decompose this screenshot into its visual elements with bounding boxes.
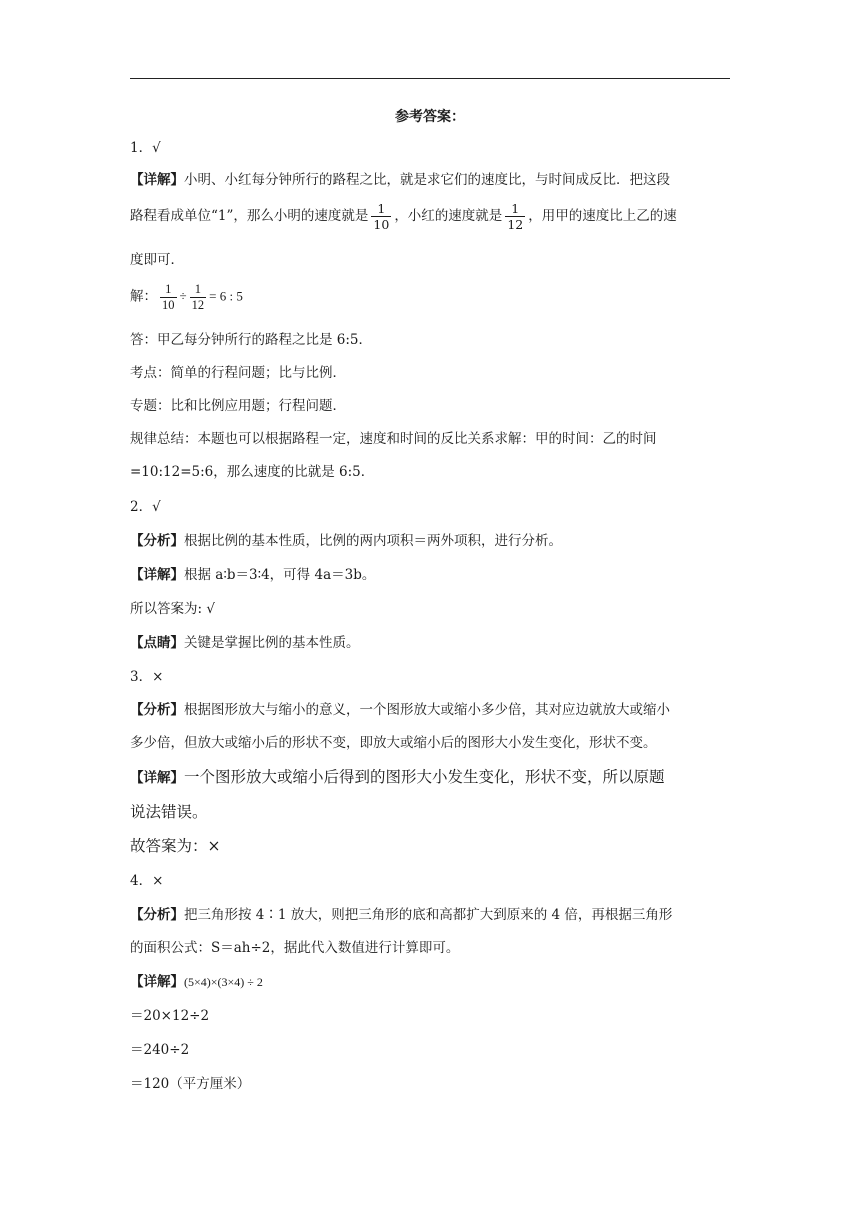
q1-summary-line-1: 规律总结：本题也可以根据路程一定，速度和时间的反比关系求解：甲的时间：乙的时间 bbox=[130, 431, 657, 447]
fraction bbox=[160, 282, 177, 313]
fraction-numerator: 1 bbox=[194, 282, 202, 296]
q1-solution bbox=[130, 282, 243, 313]
fraction-numerator: 1 bbox=[511, 201, 520, 216]
fraction bbox=[505, 201, 525, 232]
solution-result: = 6 : 5 bbox=[209, 288, 243, 304]
fraction bbox=[371, 201, 391, 232]
fraction-denominator: 10 bbox=[162, 298, 175, 312]
q4-step-2: ＝240÷2 bbox=[130, 1042, 190, 1058]
q1-detail-line-3: 度即可． bbox=[130, 252, 184, 268]
q4-analysis-line-1 bbox=[130, 903, 672, 923]
q4-step-1: ＝20×12÷2 bbox=[130, 1008, 210, 1024]
detail-text: 路程看成单位“1”，那么小明的速度就是 bbox=[130, 208, 369, 224]
analysis-tag: 【分析】 bbox=[130, 907, 184, 923]
q3-detail-line-1 bbox=[130, 765, 665, 787]
page-title: 参考答案： bbox=[395, 109, 465, 125]
fraction-numerator: 1 bbox=[165, 282, 172, 296]
q1-zhuanti: 专题：比和比例应用题；行程问题． bbox=[130, 398, 346, 414]
fraction-denominator: 10 bbox=[373, 217, 390, 232]
q3-detail-line-2: 说法错误。 bbox=[130, 803, 208, 821]
fraction bbox=[190, 282, 207, 313]
solution-label: 解： bbox=[130, 288, 157, 305]
q4-step-3: ＝120（平方厘米） bbox=[130, 1076, 251, 1092]
analysis-text: 根据图形放大与缩小的意义，一个图形放大或缩小多少倍，其对应边就放大或缩小 bbox=[184, 702, 670, 718]
q2-detail bbox=[130, 563, 375, 583]
q1-number: 1．√ bbox=[130, 140, 161, 156]
fraction-numerator: 1 bbox=[377, 201, 386, 216]
detail-tag: 【详解】 bbox=[130, 172, 184, 188]
q1-detail-line-2 bbox=[130, 201, 677, 232]
note-text: 关键是掌握比例的基本性质。 bbox=[184, 635, 360, 651]
q1-detail-line-1 bbox=[130, 168, 670, 188]
q1-answer: 答：甲乙每分钟所行的路程之比是 6:5． bbox=[130, 332, 373, 348]
q3-answer: 故答案为：× bbox=[130, 837, 221, 855]
q4-number: 4．× bbox=[130, 873, 164, 889]
note-tag: 【点睛】 bbox=[130, 635, 184, 651]
q1-summary-line-2: =10:12=5:6，那么速度的比就是 6:5． bbox=[130, 464, 375, 480]
analysis-tag: 【分析】 bbox=[130, 533, 184, 549]
q2-note bbox=[130, 631, 360, 651]
top-rule bbox=[130, 78, 730, 79]
q2-answer: 所以答案为: √ bbox=[130, 601, 215, 617]
q4-detail bbox=[130, 970, 263, 990]
fraction-denominator: 12 bbox=[191, 298, 205, 312]
q2-analysis bbox=[130, 529, 562, 549]
analysis-text: 把三角形按 4∶1 放大，则把三角形的底和高都扩大到原来的 4 倍，再根据三角形 bbox=[184, 907, 673, 923]
detail-tag: 【详解】 bbox=[130, 770, 184, 786]
q3-number: 3．× bbox=[130, 669, 164, 685]
q1-kaodian: 考点：简单的行程问题；比与比例． bbox=[130, 365, 346, 381]
detail-text: ，小红的速度就是 bbox=[394, 208, 503, 224]
detail-text: 小明、小红每分钟所行的路程之比，就是求它们的速度比，与时间成反比．把这段 bbox=[184, 172, 670, 188]
analysis-text: 根据比例的基本性质，比例的两内项积＝两外项积，进行分析。 bbox=[184, 533, 562, 549]
detail-text: 根据 a∶b＝3∶4，可得 4a＝3b。 bbox=[184, 567, 376, 583]
detail-tag: 【详解】 bbox=[130, 567, 184, 583]
detail-text: 一个图形放大或缩小后得到的图形大小发生变化，形状不变，所以原题 bbox=[184, 768, 665, 786]
q3-analysis-line-2: 多少倍，但放大或缩小后的形状不变，即放大或缩小后的图形大小发生变化，形状不变。 bbox=[130, 735, 657, 751]
analysis-tag: 【分析】 bbox=[130, 702, 184, 718]
detail-text: ，用甲的速度比上乙的速 bbox=[528, 208, 677, 224]
q2-number: 2．√ bbox=[130, 499, 161, 515]
fraction-denominator: 12 bbox=[507, 217, 524, 232]
detail-tag: 【详解】 bbox=[130, 974, 184, 990]
q4-analysis-line-2: 的面积公式：S＝ah÷2，据此代入数值进行计算即可。 bbox=[130, 940, 460, 956]
detail-expression: (5×4)×(3×4) ÷ 2 bbox=[184, 975, 263, 989]
divide-operator: ÷ bbox=[179, 288, 187, 304]
q3-analysis-line-1 bbox=[130, 698, 670, 718]
